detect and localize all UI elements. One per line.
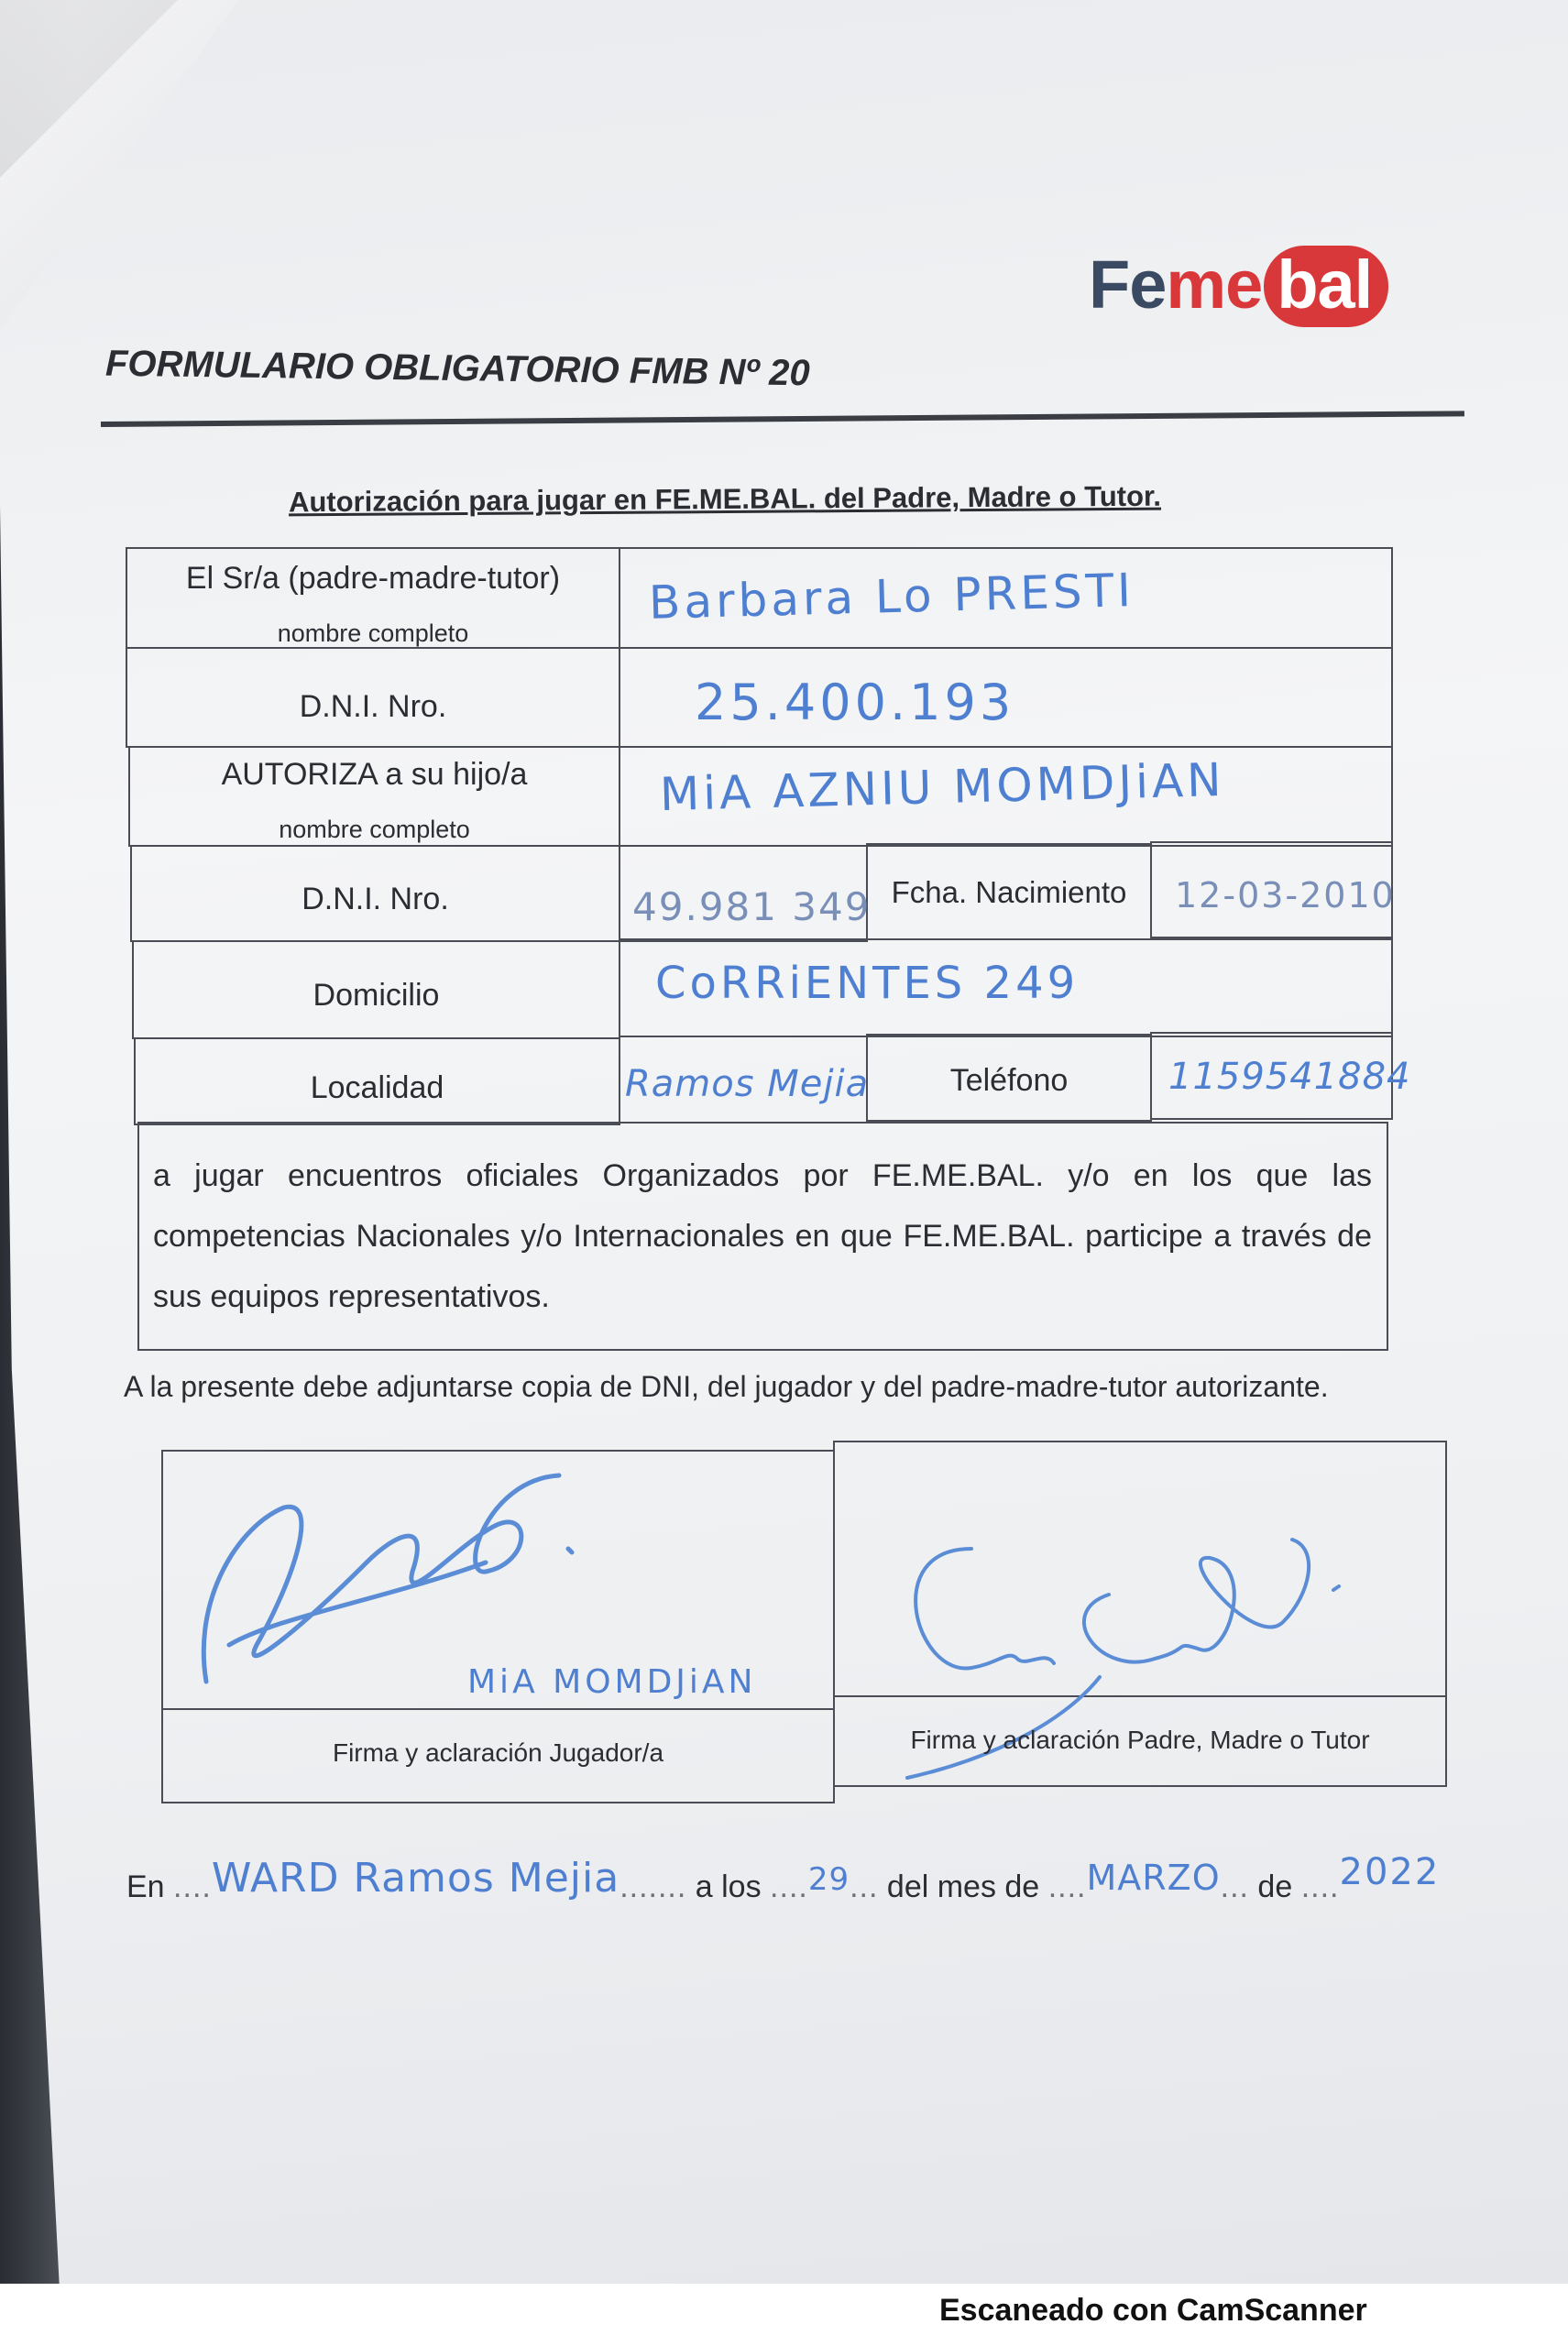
logo-text-dark: Fe	[1089, 247, 1167, 323]
child-dni-label: D.N.I. Nro.	[302, 882, 449, 916]
address-label: Domicilio	[313, 978, 440, 1013]
parent-dni-handwritten: 25.400.193	[695, 674, 1015, 731]
date-line	[126, 1851, 1441, 1907]
attachment-note: A la presente debe adjuntarse copia de DNI, del jugador y del padre-madre-tutor autorizante.	[124, 1370, 1329, 1403]
logo-text-red: me	[1166, 247, 1263, 323]
player-printed-name: MiA MOMDJiAN	[467, 1663, 757, 1701]
address-handwritten: CoRRiENTES 249	[655, 958, 1080, 1009]
birthdate-handwritten: 12-03-2010	[1175, 875, 1396, 915]
child-dni-handwritten: 49.981 349	[632, 884, 872, 929]
locality-label: Localidad	[310, 1070, 444, 1105]
child-sublabel: nombre completo	[279, 816, 470, 843]
date-place-handwritten: WARD Ramos Mejia	[211, 1855, 620, 1902]
player-signature-caption: Firma y aclaración Jugador/a	[332, 1738, 664, 1767]
date-dots: ....	[173, 1869, 212, 1904]
date-de: de	[1257, 1869, 1293, 1904]
parent-sublabel: nombre completo	[277, 619, 469, 647]
date-en: En	[126, 1869, 165, 1904]
parent-label: El Sr/a (padre-madre-tutor)	[185, 561, 561, 596]
parent-signature-caption: Firma y aclaración Padre, Madre o Tutor	[910, 1726, 1370, 1754]
date-dots: ....	[1047, 1869, 1087, 1904]
date-dots: ....	[770, 1869, 808, 1904]
form-subtitle: Autorización para jugar en FE.ME.BAL. del Padre, Madre o Tutor.	[288, 479, 1162, 519]
phone-label: Teléfono	[949, 1063, 1069, 1098]
locality-handwritten: Ramos Mejia	[625, 1063, 870, 1105]
parent-name-handwritten: Barbara Lo PRESTI	[648, 564, 1135, 630]
date-day-handwritten: 29	[807, 1861, 850, 1898]
child-label: AUTORIZA a su hijo/a	[221, 757, 528, 792]
authorization-paragraph: a jugar encuentros oficiales Organizados por FE.ME.BAL. y/o en los que las competencias Nacionales y/o Internacionales en que FE.ME.BAL. participe a través de sus equipos representativos.	[153, 1158, 1372, 1314]
femebal-logo	[1089, 246, 1388, 327]
logo-text-pill: bal	[1264, 246, 1388, 327]
date-a-los: a los	[695, 1869, 762, 1904]
parent-dni-label: D.N.I. Nro.	[299, 689, 447, 724]
phone-handwritten: 1159541884	[1168, 1056, 1411, 1098]
date-del-mes: del mes de	[886, 1869, 1040, 1904]
date-dots: .......	[620, 1869, 687, 1904]
date-dots: ...	[850, 1869, 879, 1904]
camscanner-footer: Escaneado con CamScanner	[939, 2293, 1367, 2328]
birthdate-label: Fcha. Nacimiento	[891, 875, 1127, 909]
date-month-handwritten: MARZO	[1086, 1858, 1221, 1898]
form-title: FORMULARIO OBLIGATORIO FMB Nº 20	[104, 343, 810, 394]
child-name-handwritten: MiA AZNIU MOMDJiAN	[659, 752, 1226, 822]
date-dots: ....	[1300, 1869, 1340, 1904]
date-year-handwritten: 2022	[1339, 1851, 1441, 1893]
date-dots: ...	[1220, 1869, 1249, 1904]
